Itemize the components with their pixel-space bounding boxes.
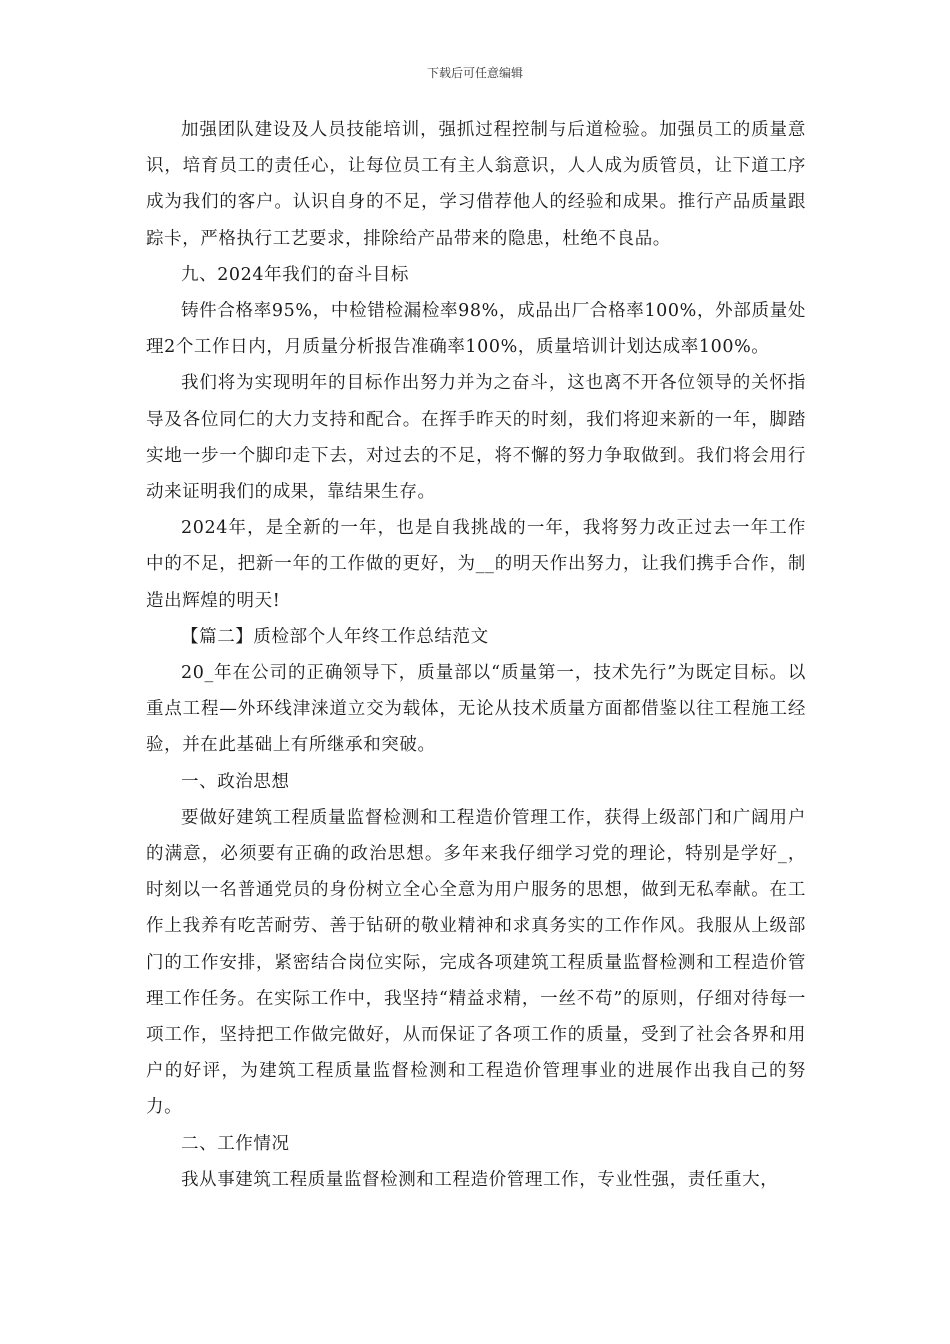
heading-part-two: 【篇二】质检部个人年终工作总结范文 bbox=[181, 626, 489, 647]
paragraph-effort-commitment: 我们将为实现明年的目标作出努力并为之奋斗，这也离不开各位领导的关怀指导及各位同仁的大力支持和配合。在挥手昨天的时刻，我们将迎来新的一年，脚踏实地一步一个脚印走下去，对过去的不足，将不懈的努力争取做到。我们将会用行动来证明我们的成果，靠结果生存。 bbox=[146, 373, 806, 503]
paragraph-quality-targets: 铸件合格率95%，中检错检漏检率98%，成品出厂合格率100%，外部质量处理2个工作日内，月质量分析报告准确率100%，质量培训计划达成率100%。 bbox=[146, 301, 806, 358]
heading-political-thought: 一、政治思想 bbox=[181, 771, 290, 792]
paragraph-new-year: 2024年，是全新的一年，也是自我挑战的一年，我将努力改正过去一年工作中的不足，把新一年的工作做的更好，为__的明天作出努力，让我们携手合作，制造出辉煌的明天! bbox=[146, 518, 806, 611]
heading-goals-2024: 九、2024年我们的奋斗目标 bbox=[181, 264, 409, 285]
page-header-note: 下载后可任意编辑 bbox=[426, 66, 523, 80]
paragraph-political-thought: 要做好建筑工程质量监督检测和工程造价管理工作，获得上级部门和广阔用户的满意，必须要有正确的政治思想。多年来我仔细学习党的理论，特别是学好_，时刻以一名普通党员的身份树立全心全意为用户服务的思想，做到无私奉献。在工作上我养有吃苦耐劳、善于钻研的敬业精神和求真务实的工作作风。我服从上级部门的工作安排，紧密结合岗位实际，完成各项建筑工程质量监督检测和工程造价管理工作任务。在实际工作中，我坚持“精益求精，一丝不苟”的原则，仔细对待每一项工作，坚持把工作做完做好，从而保证了各项工作的质量，受到了社会各界和用户的好评，为建筑工程质量监督检测和工程造价管理事业的进展作出我自己的努力。 bbox=[146, 807, 806, 1118]
paragraph-part-two-intro: 20_年在公司的正确领导下，质量部以“质量第一，技术先行”为既定目标。以重点工程—外环线津涞道立交为载体，无论从技术质量方面都借鉴以往工程施工经验，并在此基础上有所继承和突破。 bbox=[146, 663, 806, 756]
paragraph-team-building: 加强团队建设及人员技能培训，强抓过程控制与后道检验。加强员工的质量意识，培育员工的责任心，让每位员工有主人翁意识，人人成为质管员，让下道工序成为我们的客户。认识自身的不足，学习借荐他人的经验和成果。推行产品质量跟踪卡，严格执行工艺要求，排除给产品带来的隐患，杜绝不良品。 bbox=[146, 120, 806, 249]
heading-work-situation: 二、工作情况 bbox=[181, 1133, 290, 1154]
document-body bbox=[146, 112, 806, 1198]
paragraph-work-situation: 我从事建筑工程质量监督检测和工程造价管理工作，专业性强，责任重大， bbox=[181, 1169, 779, 1190]
